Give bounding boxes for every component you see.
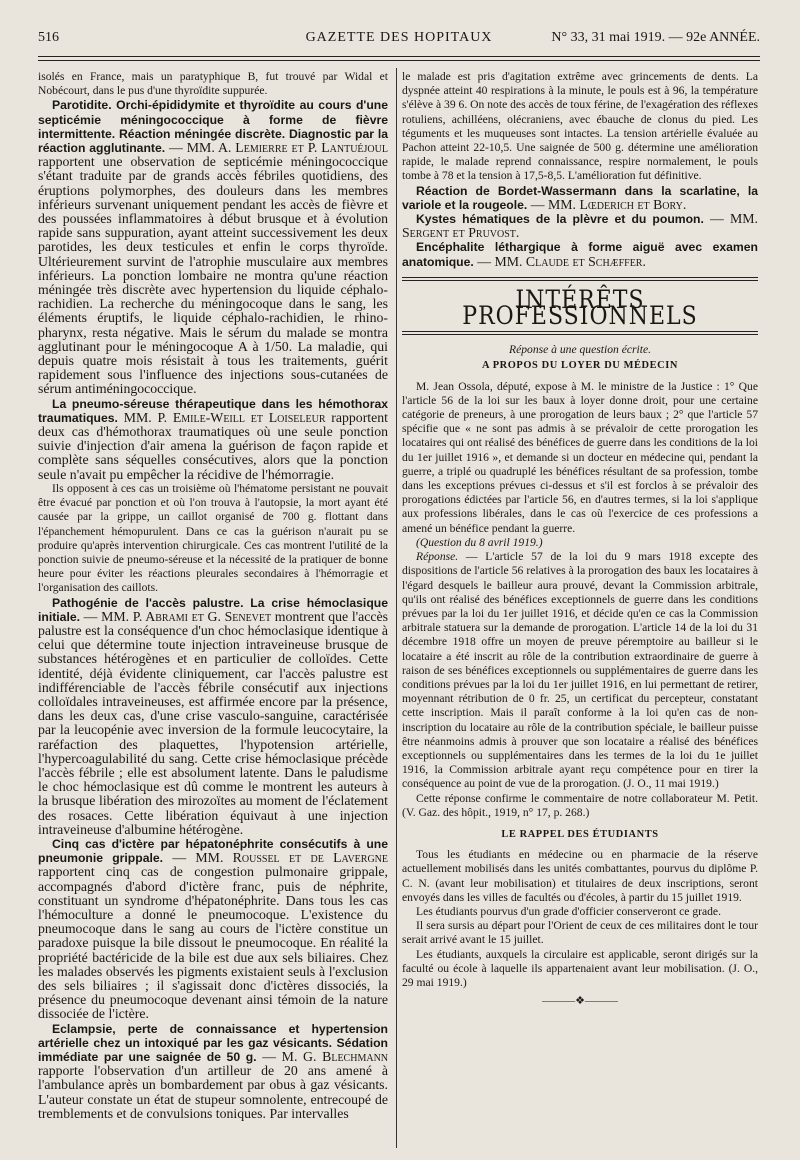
question-label: Réponse à une question écrite. xyxy=(509,343,651,357)
article-text: rapporte l'observation d'un artilleur de 20 ans amené à l'ambulance après un bombardement par obus à gaz vésicants. L'auteur constate un état de stupeur somnolente, entrecoupé de tremblements et de convulsions toniques. Par intervalles xyxy=(38,1063,388,1121)
reply-text: — L'article 57 de la loi du 9 mars 1918 excepte des dispositions de l'article 56 relatives à la prorogation des baux les locataires à l'égard desquels le bailleur aura prouvé, devant la Commission arbitrale, qu'ils ont réalisé des bénéfices exceptionnels de guerre dans les conditions prévues par la loi du 1er juillet 1916, et décide qu'en ce cas la Commission arbitrale statuera sur la demande de prorogation. L'article 14 de la loi du 31 décembre 1918 offre un moyen de preuve péremptoire au bailleur si le locataire a été inscrit au rôle de la contribution extraordinaire de guerre à raison de ses bénéfices exceptionnels ou supplémentaires de guerre dans les conditions prévues par la loi du 1er juillet 1916, en lui permettant de retirer, moyennant rétribution de 0 fr. 25, un certificat du percepteur, constatant cette inscription. Mais il paraît conforme à la loi qu'en cas de non-inscription du locataire au rôle de la contribution spéciale, le bailleur puisse être néanmoins admis à prouver que son locataire a réalisé des bénéfices exceptionnels ou supplémentaires dans les termes de la loi du 1e juillet 1916, la Commission arbitrale ayant reçu compétence pour en tirer la conséquence au point de vue de la prorogation. (J. O., 11 mai 1919.) xyxy=(402,550,758,791)
article-title: Parotidite. Orchi-épididymite et thyroïdite au cours d'une septicémie méningococcique à forme de fièvre intermittente. Réaction méningée discrète. Diagnostic par la réaction agglutinante. xyxy=(38,98,388,156)
page-header xyxy=(38,30,760,50)
article-text: montrent que l'accès palustre est la conséquence d'un choc hémoclasique identique à celui que détermine toute injection intraveineuse brusque de substances hétérogènes et en particulier de colloïdes. Cette identité, déjà évidente cliniquement, car l'accès palustre est indifférenciable de l'accès fébrile consécutif aux injections colloïdales intraveineuses, est affirmée encore par la présence, dans les deux cas, d'une crise vasculo-sanguine, caractérisée par la leucopénie avec inversion de la formule leucocytaire, la raréfaction des plaquettes, l'hypotension artérielle, l'hypercoagulabilité du sang. Cette crise hémoclasique précède l'accès fébrile ; elle est absolument latente. Dans le paludisme le choc hémoclasique est dû comme le montrent les auteurs à la brusque libération des mirozoïtes au moment de l'éclatement des rosaces. Cette libération équivaut à une injection intraveineuse d'albumine hétérogène. xyxy=(38,608,389,837)
article-kystes xyxy=(402,212,758,240)
article-authors: MM. P. Emile-Weill et Loiseleur xyxy=(117,409,326,425)
paragraph: Les étudiants, auxquels la circulaire est applicable, seront dirigés sur la faculté ou école à laquelle ils appartenaient avant leur mobilisation. (J. O., 29 mai 1919.) xyxy=(402,947,758,989)
section-rule xyxy=(402,277,758,281)
issue-info: N° 33, 31 mai 1919. — 92e ANNÉE. xyxy=(551,30,760,45)
article-title: Kystes hématiques de la plèvre et du poumon. xyxy=(416,212,704,227)
question-date: (Question du 8 avril 1919.) xyxy=(416,535,543,549)
article-pneumo-sereuse xyxy=(38,397,388,482)
article-parotidite xyxy=(38,98,388,396)
header-rule-thin xyxy=(38,60,760,61)
question-text: M. Jean Ossola, député, expose à M. le ministre de la Justice : 1° Que l'article 56 de la loi sur les baux à loyer donne droit, pour une certaine catégorie de preneurs, à une prorogation de leurs baux ; 2° que l'article 57 spécifie que « ne sont pas admis à se prévaloir de cette prorogation les locataires qui ont réalisé des bénéfices de guerre dans les conditions de la loi du 1er juillet 1916 », et demande si un docteur en médecine qui, pendant la guerre, a triplé ou quadruplé les bénéfices résultant de sa profession, tombe dans les exceptions prévues ci-dessus et s'il est forclos à se prévaloir des prorogations édictées par l'article 56, en d'autres termes, si la loi s'applique aux professions libérales, dans le cas où l'exercice de ces professions a amené un bénéfice pendant la guerre. xyxy=(402,379,758,535)
page-number: 516 xyxy=(38,30,59,45)
article-text: rapportent une observation de septicémie méningococcique s'étant traduite par de grands accès fébriles quotidiens, des éruptions polymorphes, des douleurs dans les membres inférieurs survenant uniquement pendant les accès de fièvre et des poussées inflammatoires à début brusque et à évolution rapide sans suppuration, ayant atteint successivement les deux parotides, les deux testicules et enfin le corps thyroïde. Ultérieurement survint de l'atrophie musculaire aux membres inférieurs. La ponction lombaire ne montra qu'une réaction méningée très discrète avec hypertension du liquide céphalo-rachidien. La recherche du méningocoque dans le sang, les éléments éruptifs, le liquide céphalo-rachidien, le rhino-pharynx, resta négative. Mais le sérum du malade se montra agglutinant pour le méningocoque A à 1/50. La maladie, qui depuis quatre mois résistait à tous les traitements, guérit rapidement sous l'influence des injections sous-cutanées de sérum antiméningococcique. xyxy=(38,154,388,397)
article-title: Pathogénie de l'accès palustre. La crise hémoclasique initiale. xyxy=(38,595,388,624)
journal-title: GAZETTE DES HOPITAUX xyxy=(305,30,493,45)
paragraph: Il sera sursis au départ pour l'Orient de ceux de ces militaires dont le tour serait arrivé avant le 15 juillet. xyxy=(402,919,758,947)
article-authors: — M. G. Blechmann xyxy=(256,1049,389,1065)
article-title: Eclampsie, perte de connaissance et hypertension artérielle chez un intoxiqué par les gaz vésicants. Sédation immédiate par une saignée de 50 g. xyxy=(38,1021,388,1065)
article-text: rapportent deux cas d'hémothorax traumatiques où une seule ponction suivie d'injection d'air amena la guérison de façon rapide et complète sans séquelles consécutives, alors que la ponction seule n'avait pu empêcher la récidive de l'hémorragie. xyxy=(38,409,388,482)
rappel-caption: LE RAPPEL DES ÉTUDIANTS xyxy=(501,828,659,840)
ornament-divider: ———❖——— xyxy=(542,995,618,1008)
right-column xyxy=(402,70,758,1008)
article-authors: — MM. Lœderich et Bory. xyxy=(527,196,687,212)
article-title: Réaction de Bordet-Wassermann dans la scarlatine, la variole et la rougeole. xyxy=(402,183,758,212)
section-rule xyxy=(402,331,758,335)
left-column xyxy=(38,70,388,1121)
article-title: Cinq cas d'ictère par hépatonéphrite consécutifs à une pneumonie grippale. xyxy=(38,836,388,866)
article-authors: — MM. Roussel et de Lavergne xyxy=(163,850,389,866)
paragraph: le malade est pris d'agitation extrême avec grincements de dents. La dyspnée atteint 40 respirations à la minute, le pouls est à 96, la température s'élève à 39 6. On note des accès de toux férine, de l'exagération des réflexes rotuliens, achilléens, olécraniens, avec ébauche de clonus du pied. Les téguments et les muqueuses sont intactes. La tension artérielle évaluée au Pachon atteint 22-10,5. Une saignée de 500 g. détermine une amélioration rapide, le malade reprend connaissance, respire normalement, le pouls tombe à 78 et la tension à 17,5-8,5. L'amélioration fut définitive. xyxy=(402,70,758,183)
paragraph: Les étudiants pourvus d'un grade d'officier conserveront ce grade. xyxy=(416,904,721,918)
article-authors: — MM. Claude et Schæffer. xyxy=(473,253,646,269)
section-title: INTÉRÊTS PROFESSIONNELS xyxy=(462,285,698,331)
column-divider xyxy=(396,68,397,1148)
article-bordet-wassermann xyxy=(402,184,758,212)
paragraph: isolés en France, mais un paratyphique B, fut trouvé par Widal et Nobécourt, dans le pus d'une thyroïdite suppurée. xyxy=(38,70,388,98)
article-acces-palustre xyxy=(38,596,388,837)
article-authors: — MM. A. Lemierre et P. Lantuéjoul xyxy=(165,140,388,156)
question-caption: A PROPOS DU LOYER DU MÉDECIN xyxy=(481,360,679,372)
article-ictere xyxy=(38,837,388,1022)
header-rule xyxy=(38,56,760,57)
reply-paragraph xyxy=(402,550,758,791)
article-title: Encéphalite léthargique à forme aiguë avec examen anatomique. xyxy=(402,240,758,269)
article-title: La pneumo-séreuse thérapeutique dans les hémothorax traumatiques. xyxy=(38,396,388,425)
article-authors: — MM. Sergent et Pruvost. xyxy=(402,211,759,241)
reply-label: Réponse. xyxy=(416,550,459,564)
paragraph: Cette réponse confirme le commentaire de notre collaborateur M. Petit. (V. Gaz. des hôpit., 1919, n° 17, p. 268.) xyxy=(402,791,758,819)
paragraph: Ils opposent à ces cas un troisième où l'hématome persistant ne pouvait être évacué par ponction et où l'on trouva à l'autopsie, la mort ayant été causée par la grippe, un caillot organisé de 700 g. flottant dans l'épanchement hémopurulent. Dans ce cas la guérison n'aurait pu se produire qu'après intervention chirurgicale. Ces cas montrent l'utilité de la ponction suivie de pneumo-séreuse et la nécessité de la pratiquer de bonne heure pour éviter les réactions pleurales secondaires à l'hémorragie et l'organisation des caillots. xyxy=(38,481,388,595)
article-encephalite xyxy=(402,240,758,268)
paragraph: Tous les étudiants en médecine ou en pharmacie de la réserve actuellement mobilisés dans les unités combattantes, pourvus du diplôme P. C. N. (avant leur mobilisation) et titulaires de deux inscriptions, seront envoyés dans les villes de facultés ou d'écoles, à partir du 15 juillet 1919. xyxy=(402,848,758,904)
article-eclampsie xyxy=(38,1022,388,1121)
article-text: rapportent cinq cas de congestion pulmonaire grippale, accompagnés d'abord d'ictère franc, puis de néphrite, constituant un syndrome d'hépatonéphrite. Dans tous les cas l'hémoculture a donné le pneumocoque. L'existence du pneumocoque dans le sang au cours de l'ictère constitue un paradoxe puisque la bile dissout le pneumocoque. En réalité la propriété bactéricide de la bile est due aux sels biliaires. Chez les malades observés les pigments existaient seuls à l'exclusion des sels biliaires ; il s'agissait donc d'ictères dissociés, la présence du pneumocoque devenant ainsi témoin de la nature dissociée de l'ictère. xyxy=(38,864,388,1022)
article-authors: — MM. P. Abrami et G. Senevet xyxy=(80,608,272,624)
